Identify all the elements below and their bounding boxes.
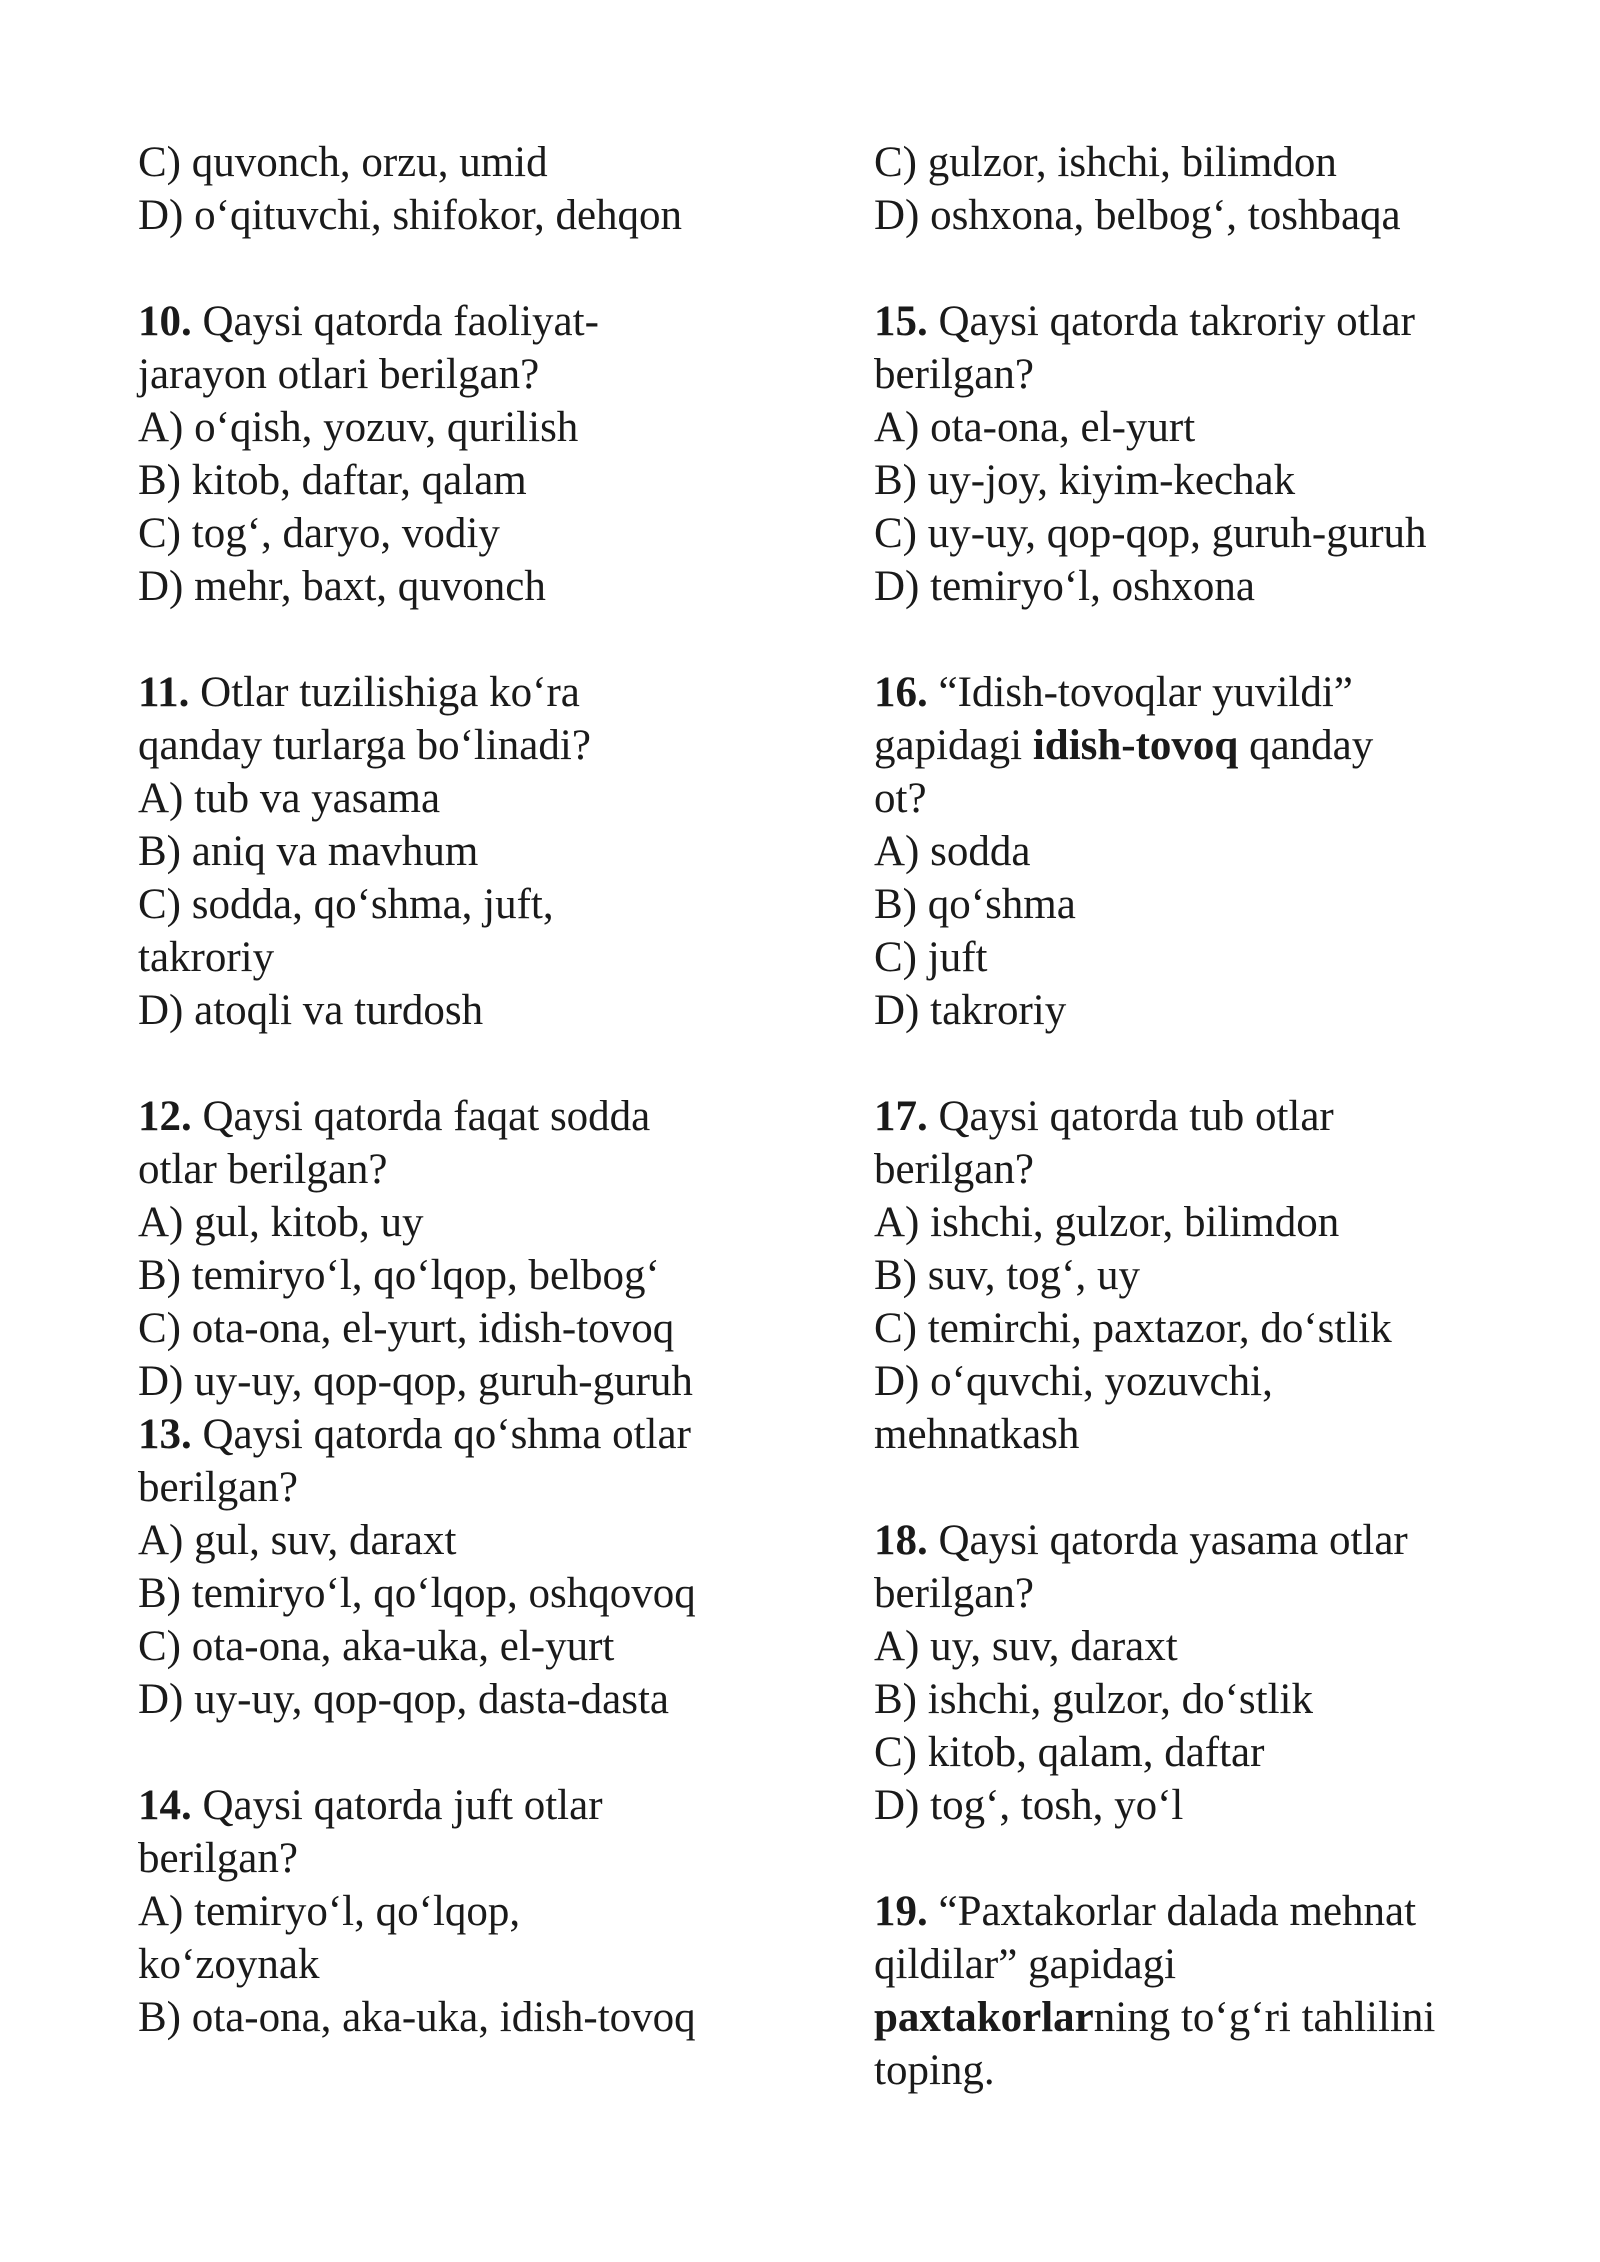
text-line — [138, 931, 838, 984]
bold-text: 17. — [874, 1093, 928, 1140]
text-span: D) takroriy — [874, 987, 1067, 1034]
text-span: Qaysi qatorda faoliyat- — [191, 298, 599, 345]
text-line — [874, 719, 1574, 772]
text-span: D) mehr, baxt, quvonch — [138, 563, 546, 610]
text-span: A) uy, suv, daraxt — [874, 1623, 1178, 1670]
question-block-q16 — [874, 666, 1574, 1037]
text-line — [138, 1938, 838, 1991]
question-block-q13 — [138, 1408, 838, 1726]
text-line — [874, 1143, 1574, 1196]
text-line — [138, 984, 838, 1037]
text-span: C) quvonch, orzu, umid — [138, 139, 548, 186]
question-block-l1 — [138, 136, 838, 242]
text-span: B) kitob, daftar, qalam — [138, 457, 527, 504]
text-span: C) tog‘, daryo, vodiy — [138, 510, 500, 557]
text-line — [138, 295, 838, 348]
text-span: Qaysi qatorda juft otlar — [191, 1782, 603, 1829]
text-line — [874, 1991, 1574, 2044]
text-line — [138, 1832, 838, 1885]
block-spacer — [138, 242, 838, 295]
block-spacer — [874, 242, 1574, 295]
text-span: A) gul, kitob, uy — [138, 1199, 424, 1246]
text-line — [874, 1302, 1574, 1355]
text-line — [138, 825, 838, 878]
text-line — [874, 1355, 1574, 1408]
text-line — [874, 348, 1574, 401]
text-span: berilgan? — [138, 1835, 298, 1882]
text-span: berilgan? — [138, 1464, 298, 1511]
text-span: ning to‘g‘ri tahlilini — [1093, 1994, 1436, 2041]
text-span: A) temiryo‘l, qo‘lqop, — [138, 1888, 521, 1935]
text-span: C) kitob, qalam, daftar — [874, 1729, 1265, 1776]
text-line — [138, 1991, 838, 2044]
text-span: C) gulzor, ishchi, bilimdon — [874, 139, 1337, 186]
text-line — [138, 1249, 838, 1302]
block-spacer — [874, 1037, 1574, 1090]
text-span: berilgan? — [874, 1146, 1034, 1193]
text-line — [874, 772, 1574, 825]
text-line — [138, 189, 838, 242]
text-span: B) aniq va mavhum — [138, 828, 479, 875]
text-span: B) ishchi, gulzor, do‘stlik — [874, 1676, 1313, 1723]
bold-text: 19. — [874, 1888, 928, 1935]
text-span: D) uy-uy, qop-qop, guruh-guruh — [138, 1358, 693, 1405]
text-span: D) temiryo‘l, oshxona — [874, 563, 1255, 610]
text-span: B) uy-joy, kiyim-kechak — [874, 457, 1296, 504]
text-span: D) oshxona, belbog‘, toshbaqa — [874, 192, 1401, 239]
text-span: Qaysi qatorda takroriy otlar — [927, 298, 1415, 345]
text-span: takroriy — [138, 934, 275, 981]
text-line — [138, 1355, 838, 1408]
question-block-q11 — [138, 666, 838, 1037]
text-span: B) suv, tog‘, uy — [874, 1252, 1140, 1299]
text-line — [874, 878, 1574, 931]
text-span: D) tog‘, tosh, yo‘l — [874, 1782, 1184, 1829]
text-span: mehnatkash — [874, 1411, 1080, 1458]
text-line — [138, 348, 838, 401]
text-span: D) o‘qituvchi, shifokor, dehqon — [138, 192, 683, 239]
text-span: toping. — [874, 2047, 995, 2094]
text-span: berilgan? — [874, 351, 1034, 398]
text-span: A) tub va yasama — [138, 775, 441, 822]
block-spacer — [138, 1726, 838, 1779]
text-span: A) ishchi, gulzor, bilimdon — [874, 1199, 1340, 1246]
text-span: ko‘zoynak — [138, 1941, 320, 1988]
bold-text: 16. — [874, 669, 928, 716]
question-block-q12 — [138, 1090, 838, 1408]
left-column — [138, 136, 838, 2044]
text-span: gapidagi — [874, 722, 1033, 769]
text-span: qildilar” gapidagi — [874, 1941, 1177, 1988]
text-span: “Idish-tovoqlar yuvildi” — [927, 669, 1353, 716]
question-block-q17 — [874, 1090, 1574, 1461]
text-line — [874, 1196, 1574, 1249]
text-span: “Paxtakorlar dalada mehnat — [927, 1888, 1417, 1935]
text-line — [138, 1408, 838, 1461]
bold-text: paxtakorlar — [874, 1994, 1094, 2041]
text-span: A) sodda — [874, 828, 1031, 875]
text-span: Qaysi qatorda faqat sodda — [191, 1093, 651, 1140]
text-span: A) ota-ona, el-yurt — [874, 404, 1196, 451]
bold-text: 11. — [138, 669, 190, 716]
text-line — [138, 507, 838, 560]
text-line — [874, 1408, 1574, 1461]
text-line — [874, 1938, 1574, 1991]
text-line — [874, 1673, 1574, 1726]
text-line — [138, 1673, 838, 1726]
bold-text: 14. — [138, 1782, 192, 1829]
text-line — [874, 666, 1574, 719]
text-line — [138, 1143, 838, 1196]
question-block-q14 — [138, 1779, 838, 2044]
text-span: qanday — [1238, 722, 1374, 769]
text-span: jarayon otlari berilgan? — [138, 351, 540, 398]
text-span: D) o‘quvchi, yozuvchi, — [874, 1358, 1273, 1405]
text-span: Qaysi qatorda yasama otlar — [927, 1517, 1408, 1564]
text-span: C) ota-ona, aka-uka, el-yurt — [138, 1623, 615, 1670]
text-span: Qaysi qatorda qo‘shma otlar — [191, 1411, 691, 1458]
text-line — [874, 825, 1574, 878]
text-span: Otlar tuzilishiga ko‘ra — [189, 669, 580, 716]
text-line — [138, 401, 838, 454]
text-line — [874, 931, 1574, 984]
text-span: ot? — [874, 775, 927, 822]
text-line — [138, 1779, 838, 1832]
text-line — [138, 560, 838, 613]
text-span: B) temiryo‘l, qo‘lqop, oshqovoq — [138, 1570, 696, 1617]
block-spacer — [874, 1461, 1574, 1514]
text-line — [138, 1567, 838, 1620]
bold-text: 13. — [138, 1411, 192, 1458]
text-span: C) uy-uy, qop-qop, guruh-guruh — [874, 510, 1427, 557]
text-line — [138, 719, 838, 772]
block-spacer — [874, 613, 1574, 666]
question-block-r1 — [874, 136, 1574, 242]
block-spacer — [874, 1832, 1574, 1885]
text-line — [138, 454, 838, 507]
text-span: Qaysi qatorda tub otlar — [927, 1093, 1334, 1140]
question-block-q10 — [138, 295, 838, 613]
text-line — [138, 1620, 838, 1673]
text-line — [138, 1302, 838, 1355]
text-span: C) ota-ona, el-yurt, idish-tovoq — [138, 1305, 675, 1352]
text-span: A) o‘qish, yozuv, qurilish — [138, 404, 579, 451]
text-span: C) juft — [874, 934, 988, 981]
text-line — [874, 1249, 1574, 1302]
text-line — [138, 1885, 838, 1938]
text-line — [874, 984, 1574, 1037]
text-line — [138, 136, 838, 189]
text-line — [874, 507, 1574, 560]
text-span: D) atoqli va turdosh — [138, 987, 484, 1034]
bold-text: 15. — [874, 298, 928, 345]
text-line — [874, 136, 1574, 189]
question-block-q15 — [874, 295, 1574, 613]
bold-text: 12. — [138, 1093, 192, 1140]
text-line — [138, 878, 838, 931]
text-line — [138, 666, 838, 719]
text-line — [874, 295, 1574, 348]
question-block-q19 — [874, 1885, 1574, 2097]
block-spacer — [138, 613, 838, 666]
text-line — [874, 454, 1574, 507]
text-line — [874, 1567, 1574, 1620]
text-span: C) sodda, qo‘shma, juft, — [138, 881, 554, 928]
bold-text: 18. — [874, 1517, 928, 1564]
text-line — [874, 401, 1574, 454]
text-span: otlar berilgan? — [138, 1146, 388, 1193]
text-line — [138, 1514, 838, 1567]
text-line — [874, 1885, 1574, 1938]
bold-text: idish-tovoq — [1032, 722, 1239, 769]
question-block-q18 — [874, 1514, 1574, 1832]
text-line — [874, 1779, 1574, 1832]
text-line — [138, 1090, 838, 1143]
text-span: B) qo‘shma — [874, 881, 1076, 928]
text-span: A) gul, suv, daraxt — [138, 1517, 457, 1564]
block-spacer — [138, 1037, 838, 1090]
text-line — [874, 1514, 1574, 1567]
text-span: C) temirchi, paxtazor, do‘stlik — [874, 1305, 1392, 1352]
text-span: B) ota-ona, aka-uka, idish-tovoq — [138, 1994, 696, 2041]
text-line — [874, 189, 1574, 242]
bold-text: 10. — [138, 298, 192, 345]
text-span: berilgan? — [874, 1570, 1034, 1617]
text-line — [874, 560, 1574, 613]
text-line — [874, 1726, 1574, 1779]
text-line — [874, 1090, 1574, 1143]
text-line — [874, 2044, 1574, 2097]
text-span: qanday turlarga bo‘linadi? — [138, 722, 591, 769]
text-line — [138, 1196, 838, 1249]
text-line — [138, 1461, 838, 1514]
right-column — [874, 136, 1574, 2097]
text-line — [138, 772, 838, 825]
text-span: B) temiryo‘l, qo‘lqop, belbog‘ — [138, 1252, 660, 1299]
text-span: D) uy-uy, qop-qop, dasta-dasta — [138, 1676, 669, 1723]
text-line — [874, 1620, 1574, 1673]
